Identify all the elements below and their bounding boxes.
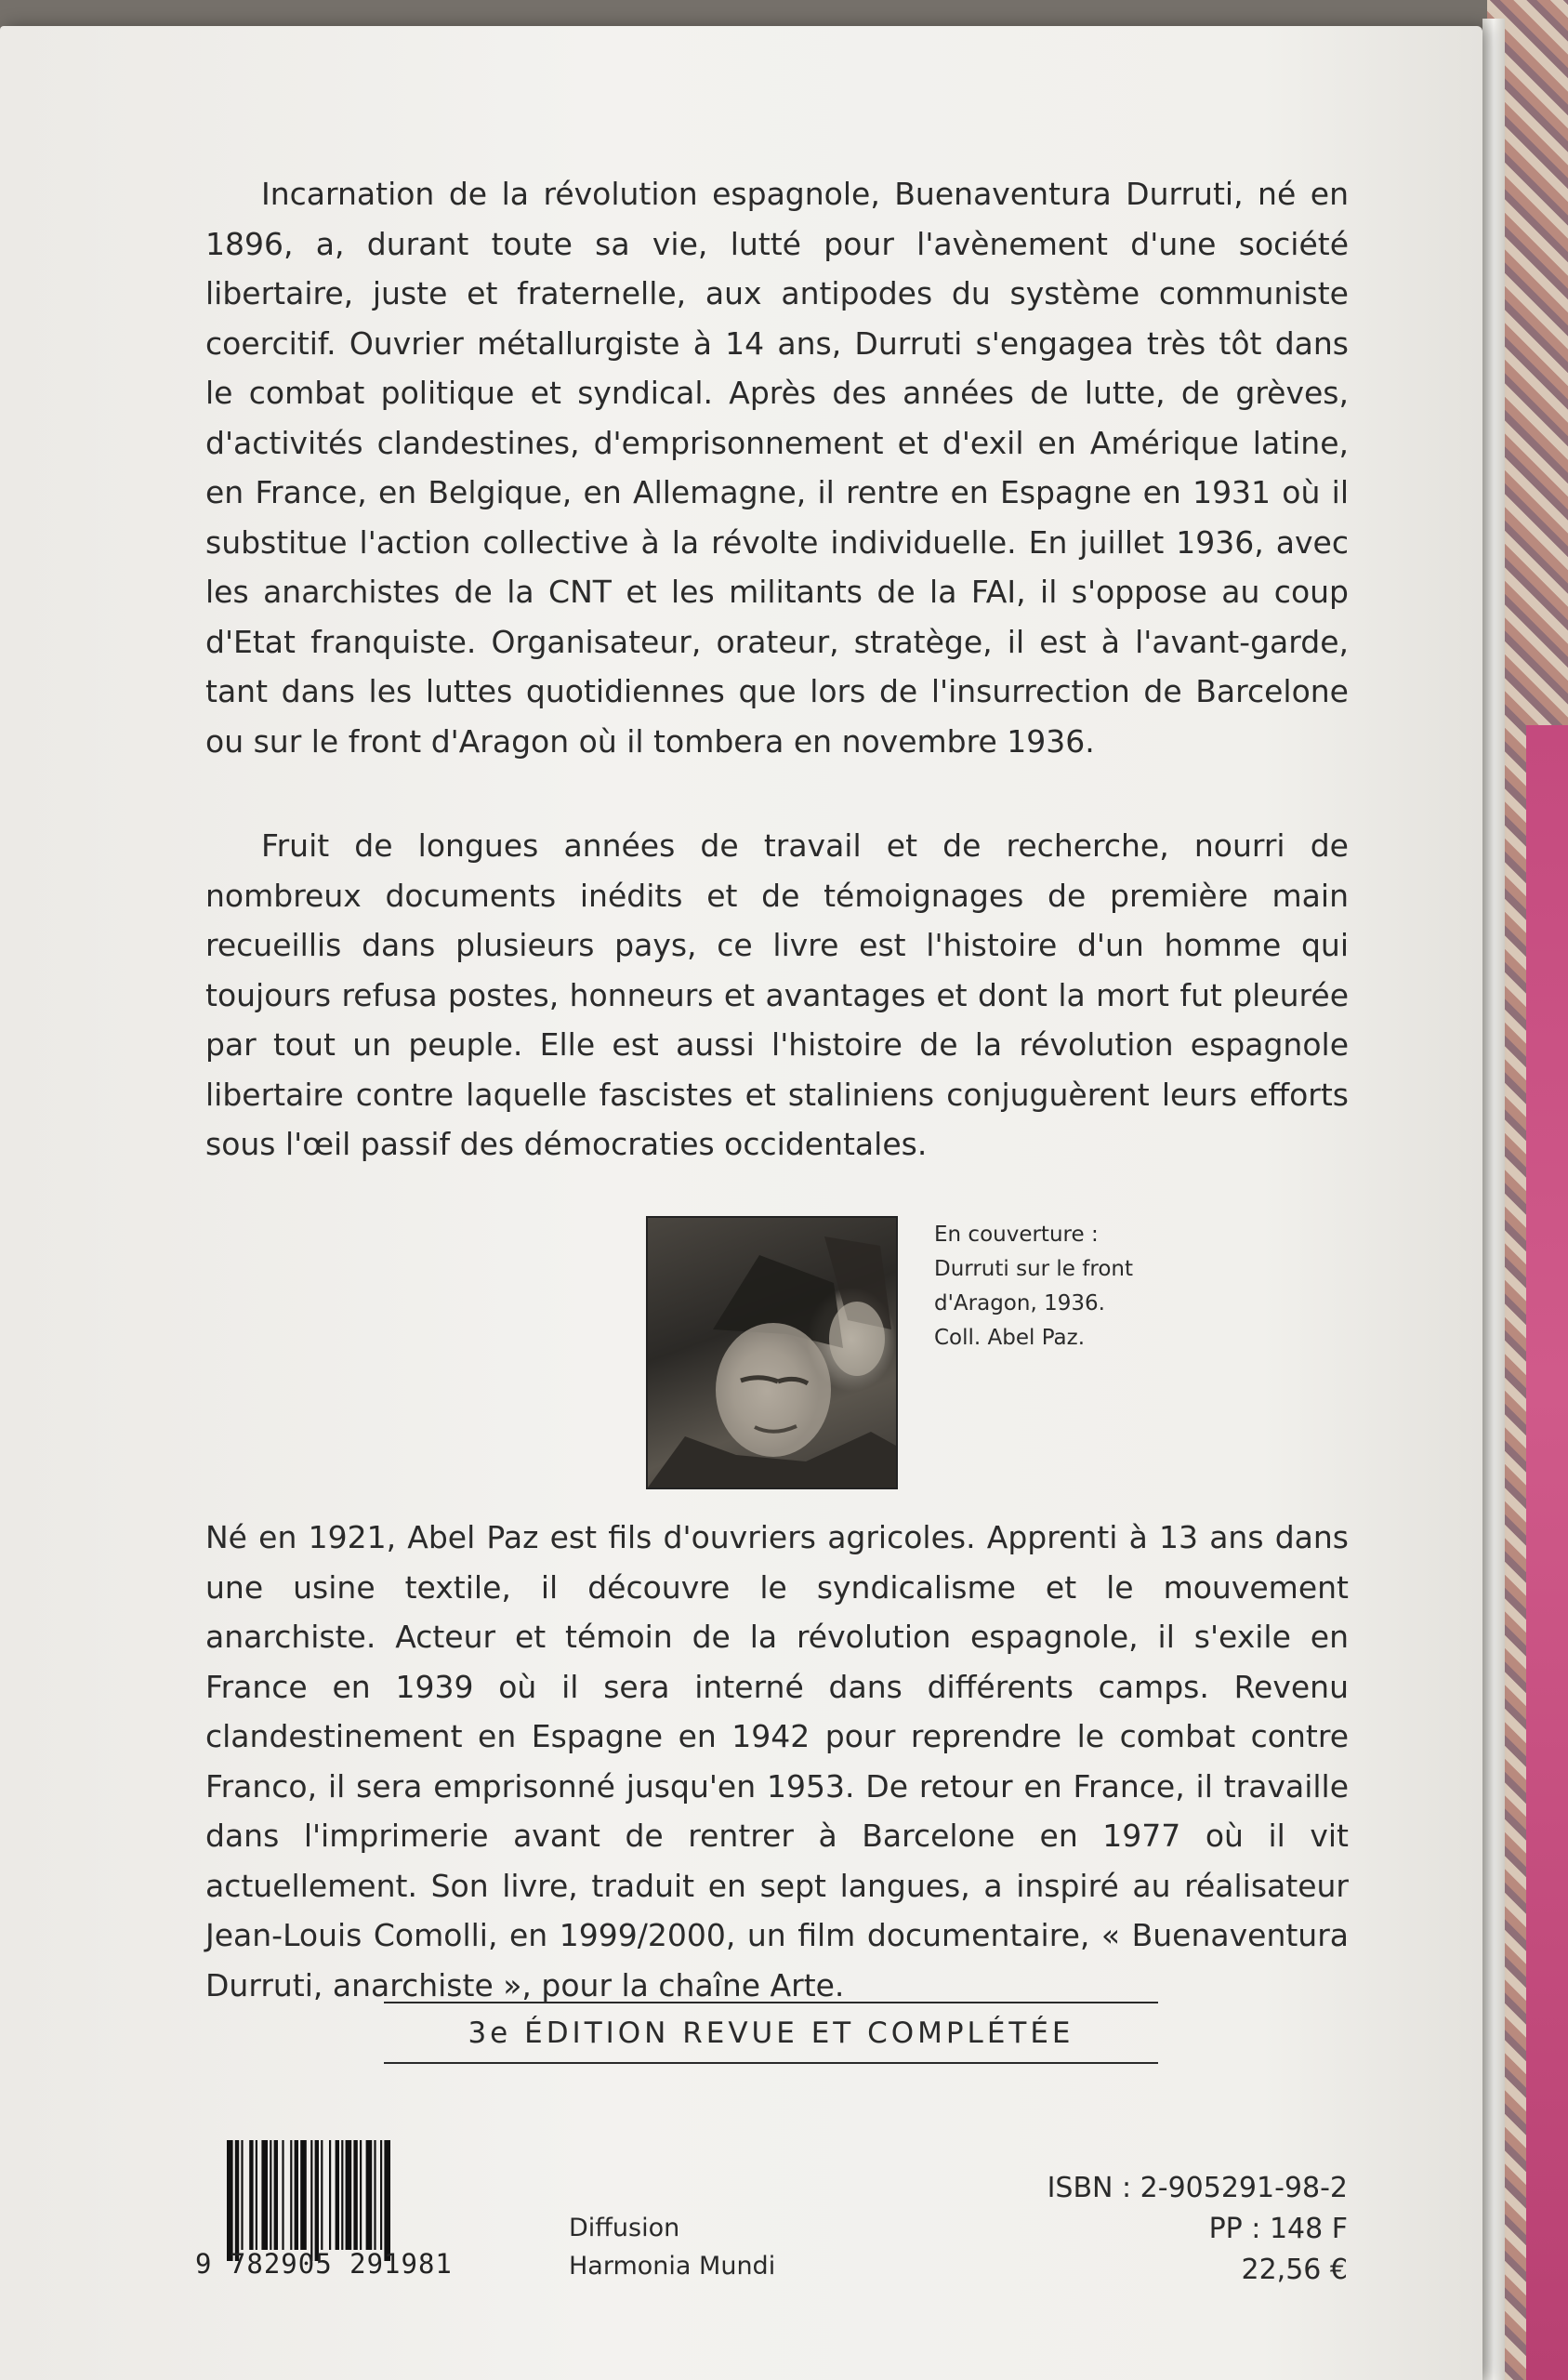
price-euro: 22,56 € xyxy=(1241,2254,1348,2286)
isbn-number: ISBN : 2-905291-98-2 xyxy=(1047,2172,1348,2204)
edition-rule-top xyxy=(384,2002,1158,2003)
book-spine-edge xyxy=(1482,19,1505,2380)
barcode xyxy=(223,2140,539,2261)
caption-line: d'Aragon, 1936. xyxy=(934,1291,1105,1316)
distribution-line: Diffusion xyxy=(569,2214,680,2242)
isbn-price-block xyxy=(1004,2168,1348,2291)
author-bio: Né en 1921, Abel Paz est fils d'ouvriers agricoles. Apprenti à 13 ans dans une usine textile, il découvre le syndicalisme et le mouvement anarchiste. Acteur et témoin de la révolution espagnole, il s'exile en France en 1939 où il sera interné dans différents camps. Revenu clandestinement en Espagne en 1942 pour reprendre le combat contre Franco, il sera emprisonné jusqu'en 1953. De retour en France, il travaille dans l'imprimerie avant de rentrer à Barcelone en 1977 où il vit actuellement. Son livre, traduit en sept langues, a inspiré au réalisateur Jean-Louis Comolli, en 1999/2000, un film documentaire, « Buenaventura Durruti, anarchiste », pour la chaîne Arte. xyxy=(205,1519,1349,2003)
barcode-bars xyxy=(223,2140,539,2261)
distribution-line: Harmonia Mundi xyxy=(569,2252,776,2281)
caption-line: En couverture : xyxy=(934,1223,1099,1247)
distribution-info xyxy=(569,2209,775,2285)
caption-line: Durruti sur le front xyxy=(934,1257,1133,1281)
caption-line: Coll. Abel Paz. xyxy=(934,1326,1086,1350)
cover-caption xyxy=(934,1218,1213,1355)
edition-rule-bottom xyxy=(384,2062,1158,2064)
description-paragraph-1: Incarnation de la révolution espagnole, Buenaventura Durruti, né en 1896, a, durant toute sa vie, lutté pour l'avènement d'une société libertaire, juste et fraternelle, aux antipodes du système communiste coercitif. Ouvrier métallurgiste à 14 ans, Durruti s'engagea très tôt dans le combat politique et syndical. Après des années de lutte, de grèves, d'activités clandestines, d'emprisonnement et d'exil en Amérique latine, en France, en Belgique, en Allemagne, il rentre en Espagne en 1931 où il substitue l'action collective à la révolte individuelle. En juillet 1936, avec les anarchistes de la CNT et les militants de la FAI, il s'oppose au coup d'Etat franquiste. Organisateur, orateur, stratège, il est à l'avant-garde, tant dans les luttes quotidiennes que lors de l'insurrection de Barcelone ou sur le front d'Aragon où il tombera en novembre 1936. xyxy=(205,176,1349,760)
barcode-digits: 9 782905 291981 xyxy=(195,2248,453,2280)
price-franc: PP : 148 F xyxy=(1208,2213,1348,2245)
background-cloth-strip xyxy=(1526,725,1568,2380)
portrait-image xyxy=(648,1218,896,1488)
cover-photo-thumbnail xyxy=(646,1216,898,1489)
edition-label: 3e ÉDITION REVUE ET COMPLÉTÉE xyxy=(468,2016,1074,2050)
description-paragraph-2: Fruit de longues années de travail et de recherche, nourri de nombreux documents inédits et de témoignages de première main recueillis dans plusieurs pays, ce livre est l'histoire d'un homme qui toujours refusa postes, honneurs et avantages et dont la mort fut pleurée par tout un peuple. Elle est aussi l'histoire de la révolution espagnole libertaire contre laquelle fascistes et staliniens conjuguèrent leurs efforts sous l'œil passif des démocraties occidentales. xyxy=(205,827,1349,1162)
